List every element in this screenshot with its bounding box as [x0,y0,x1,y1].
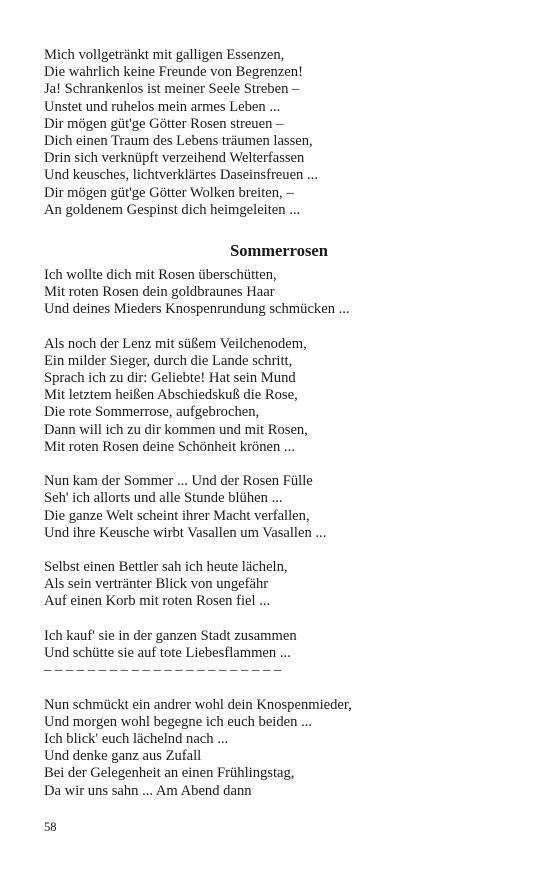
page-number: 58 [44,820,57,834]
stanza-2 [44,336,514,456]
verse-line: Bei der Gelegenheit an einen Frühlingstag, [44,765,295,782]
verse-line: Drin sich verknüpft verzeihend Welterfassen [44,150,305,167]
verse-line: Selbst einen Bettler sah ich heute lächeln, [44,559,288,576]
poem-title: Sommerrosen [230,240,328,260]
stanza-1 [44,267,514,319]
verse-line: Die wahrlich keine Freunde von Begrenzen! [44,64,303,81]
verse-line: Da wir uns sahn ... Am Abend dann [44,782,252,799]
verse-line: Und denke ganz aus Zufall [44,748,202,765]
verse-line: Und deines Mieders Knospenrundung schmücken ... [44,301,350,318]
verse-line: An goldenem Gespinst dich heimgeleiten ... [44,201,301,218]
verse-line: Mich vollgetränkt mit galligen Essenzen, [44,47,285,63]
verse-line: Als noch der Lenz mit süßem Veilchenodem, [44,335,307,352]
verse-line: Auf einen Korb mit roten Rosen fiel ... [44,593,271,610]
verse-line: Als sein vertränter Blick von ungefähr [44,576,269,593]
verse-line: Nun schmückt ein andrer wohl dein Knospenmieder, [44,696,352,713]
stanza-3 [44,473,514,542]
verse-line: Die ganze Welt scheint ihrer Macht verfallen, [44,507,310,524]
verse-line: Und ihre Keusche wirbt Vasallen um Vasallen ... [44,524,327,541]
verse-line: Dir mögen güt'ge Götter Rosen streuen – [44,115,284,132]
verse-line: Ja! Schrankenlos ist meiner Seele Streben – [44,81,300,98]
verse-line: Mit letztem heißen Abschiedskuß die Rose, [44,387,298,404]
verse-line: Unstet und ruhelos mein armes Leben ... [44,98,281,115]
verse-line: Und morgen wohl begegne ich euch beiden ... [44,713,313,730]
verse-line: Seh' ich allorts und alle Stunde blühen ... [44,490,283,507]
verse-line: Dir mögen güt'ge Götter Wolken breiten, – [44,184,294,201]
page-body [44,47,514,800]
verse-line: Und schütte sie auf tote Liebesflammen ... [44,645,291,661]
stanza-4 [44,559,514,611]
verse-line: Mit roten Rosen dein goldbraunes Haar [44,284,275,301]
dash-line: – – – – – – – – – – – – – – – – – – – – – – [44,662,282,679]
verse-line: Ich wollte dich mit Rosen überschütten, [44,266,277,283]
verse-line: Dann will ich zu dir kommen und mit Rosen, [44,421,308,438]
verse-line: Ich blick' euch lächelnd nach ... [44,730,229,747]
verse-line: Nun kam der Sommer ... Und der Rosen Fülle [44,473,313,490]
verse-line: Ich kauf' sie in der ganzen Stadt zusammen [44,627,297,644]
stanza-6 [44,697,514,800]
verse-line: Ein milder Sieger, durch die Lande schritt, [44,352,293,369]
verse-line: Sprach ich zu dir: Geliebte! Hat sein Mund [44,370,296,386]
verse-line: Dich einen Traum des Lebens träumen lassen, [44,132,313,149]
stanza-5 [44,628,514,680]
verse-line: Die rote Sommerrose, aufgebrochen, [44,404,260,421]
verse-line: Mit roten Rosen deine Schönheit krönen ... [44,438,295,455]
stanza-prelude [44,47,514,219]
verse-line: Und keusches, lichtverklärtes Daseinsfreuen ... [44,167,318,184]
